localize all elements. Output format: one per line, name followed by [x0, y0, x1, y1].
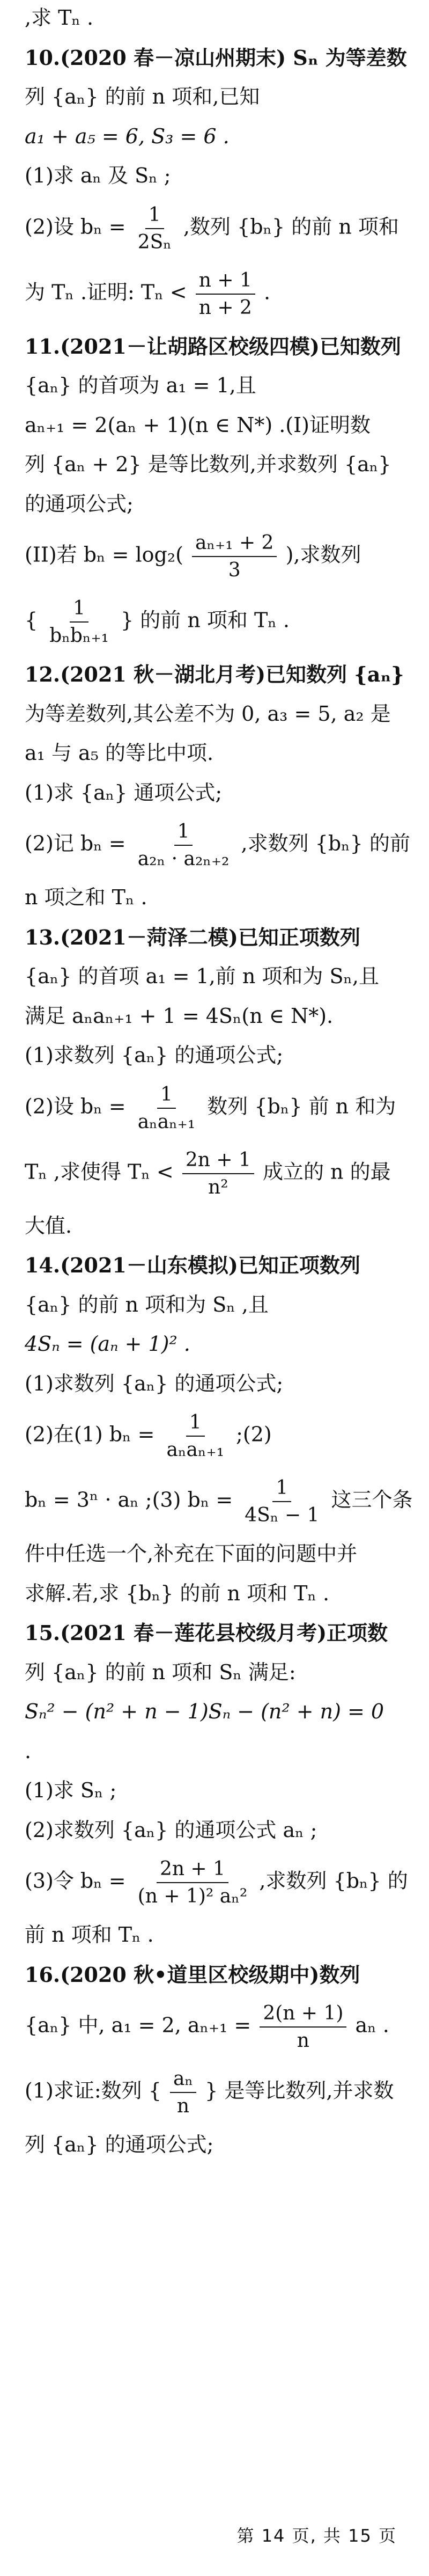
text-line: n 项之和 Tₙ . [25, 885, 147, 909]
text-line-with-fraction: (2)在(1) bₙ = $\frac{1}{\text{aₙaₙ₊₁}}$ ;(2) [25, 1411, 272, 1461]
text-line-with-fraction: (3)令 bₙ = $\frac{2n + 1}{\text{(n + 1)² aₙ²}}$ ,求数列 {bₙ} 的 [25, 1858, 408, 1907]
text-line: (1)求 aₙ 及 Sₙ ; [25, 164, 171, 187]
text-line-with-fraction: {aₙ} 中, a₁ = 2, aₙ₊₁ = $\frac{2(n + 1)}{n}$ aₙ . [25, 2002, 389, 2052]
text-line: 件中任选一个,补充在下面的问题中并 [25, 1542, 358, 1565]
text-line: 大值. [25, 1213, 72, 1238]
text-line-with-fraction: (2)设 bₙ = $\frac{1}{\text{aₙaₙ₊₁}}$ 数列 {bₙ} 前 n 和为 [25, 1083, 396, 1133]
formula-line: 4Sₙ = (aₙ + 1)² . [25, 1332, 190, 1356]
text-line-with-fraction: (II)若 bₙ = log₂( $\frac{\text{aₙ₊₁ + 2}}{3}$ ),求数列 [25, 532, 361, 581]
text-line: (1)求 {aₙ} 通项公式; [25, 780, 223, 804]
formula-line: a₁ + a₅ = 6, S₃ = 6 . [25, 124, 230, 148]
fraction: $\frac{\text{aₙ₊₁ + 2}}{3}$ [192, 531, 277, 582]
problem-12-heading: 12.(2021 秋－湖北月考)已知数列 {aₙ} [25, 662, 404, 686]
text-line-with-fraction: (2)记 bₙ = $\frac{1}{\text{a₂ₙ · a₂ₙ₊₂}}$ ,求数列 {bₙ} 的前 [25, 821, 410, 870]
text-line-with-fraction: { $\frac{1}{\text{bₙbₙ₊₁}}$ } 的前 n 项和 Tₙ . [25, 597, 290, 647]
fraction: $\frac{1}{\text{4Sₙ − 1}}$ [245, 1477, 320, 1526]
text-line: 列 {aₙ} 的通项公式; [25, 2133, 214, 2156]
text-line: ,求 Tₙ . [25, 6, 94, 30]
text-line: 列 {aₙ} 的前 n 项和,已知 [25, 85, 260, 108]
problem-15-heading: 15.(2021 春－莲花县校级月考)正项数 [25, 1621, 388, 1645]
fraction: $\frac{1}{\text{bₙbₙ₊₁}}$ [49, 597, 109, 647]
problem-11-heading: 11.(2021－让胡路区校级四模)已知数列 [25, 334, 401, 358]
text-line-with-fraction: 为 Tₙ .证明: Tₙ < $\frac{n + 1}{n + 2}$ . [25, 269, 271, 319]
text-line: {aₙ} 的首项 a₁ = 1,前 n 项和为 Sₙ,且 [25, 964, 380, 988]
text-line: 为等差数列,其公差不为 0, a₃ = 5, a₂ 是 [25, 701, 391, 726]
fraction: $\frac{n + 1}{n + 2}$ [196, 268, 255, 320]
formula-line: Sₙ² − (n² + n − 1)Sₙ − (n² + n) = 0 [25, 1700, 384, 1723]
fraction: $\frac{1}{\text{aₙaₙ₊₁}}$ [137, 1083, 196, 1133]
text-line: 满足 aₙaₙ₊₁ + 1 = 4Sₙ(n ∈ N*). [25, 1004, 334, 1028]
fraction: $\frac{1}{\text{a₂ₙ · a₂ₙ₊₂}}$ [137, 821, 230, 870]
text-line: 求解.若,求 {bₙ} 的前 n 项和 Tₙ . [25, 1581, 330, 1605]
fraction: $\frac{1}{\text{2Sₙ}}$ [137, 203, 172, 253]
text-line-with-fraction: bₙ = 3ⁿ · aₙ ;(3) bₙ = $\frac{1}{\text{4Sₙ − 1}}$ 这三个条 [25, 1477, 413, 1526]
text-line: 列 {aₙ + 2} 是等比数列,并求数列 {aₙ} [25, 452, 391, 476]
text-line: (1)求 Sₙ ; [25, 1779, 117, 1802]
text-line: . [25, 1739, 32, 1763]
text-line: a₁ 与 a₅ 的等比中项. [25, 741, 214, 765]
text-line: 的通项公式; [25, 492, 134, 516]
page-number-footer: 第 14 页, 共 15 页 [236, 2526, 397, 2546]
problem-14-heading: 14.(2021－山东模拟)已知正项数列 [25, 1253, 360, 1277]
fraction: $\frac{\text{aₙ}}{n}$ [170, 2067, 196, 2118]
text-line: 列 {aₙ} 的前 n 项和 Sₙ 满足: [25, 1660, 296, 1684]
text-line: {aₙ} 的首项为 a₁ = 1,且 [25, 374, 256, 397]
text-line: {aₙ} 的前 n 项和为 Sₙ ,且 [25, 1292, 269, 1316]
text-line-with-fraction: (1)求证:数列 { $\frac{\text{aₙ}}{n}$ } 是等比数列,并求数 [25, 2068, 394, 2117]
problem-13-heading: 13.(2021－菏泽二模)已知正项数列 [25, 925, 360, 949]
text-line: (1)求数列 {aₙ} 的通项公式; [25, 1371, 284, 1395]
text-line: (1)求数列 {aₙ} 的通项公式; [25, 1043, 284, 1067]
text-line: 前 n 项和 Tₙ . [25, 1923, 154, 1946]
text-line-with-fraction: (2)设 bₙ = $\frac{1}{\text{2Sₙ}}$ ,数列 {bₙ} 的前 n 项和 [25, 203, 399, 253]
fraction: $\frac{2(n + 1)}{n}$ [260, 2001, 346, 2053]
problem-16-heading: 16.(2020 秋•道里区校级期中)数列 [25, 1962, 360, 1987]
fraction: $\frac{2n + 1}{\text{(n + 1)² aₙ²}}$ [137, 1858, 248, 1907]
problem-10-heading: 10.(2020 春－凉山州期末) Sₙ 为等差数 [25, 45, 407, 70]
text-line: aₙ₊₁ = 2(aₙ + 1)(n ∈ N*) .(I)证明数 [25, 413, 371, 437]
fraction: $\frac{1}{\text{aₙaₙ₊₁}}$ [166, 1411, 225, 1461]
text-line: (2)求数列 {aₙ} 的通项公式 aₙ ; [25, 1818, 317, 1842]
text-line-with-fraction: Tₙ ,求使得 Tₙ < $\frac{2n + 1}{\text{n²}}$ 成立的 n 的最 [25, 1148, 391, 1198]
fraction: $\frac{2n + 1}{\text{n²}}$ [182, 1148, 254, 1199]
